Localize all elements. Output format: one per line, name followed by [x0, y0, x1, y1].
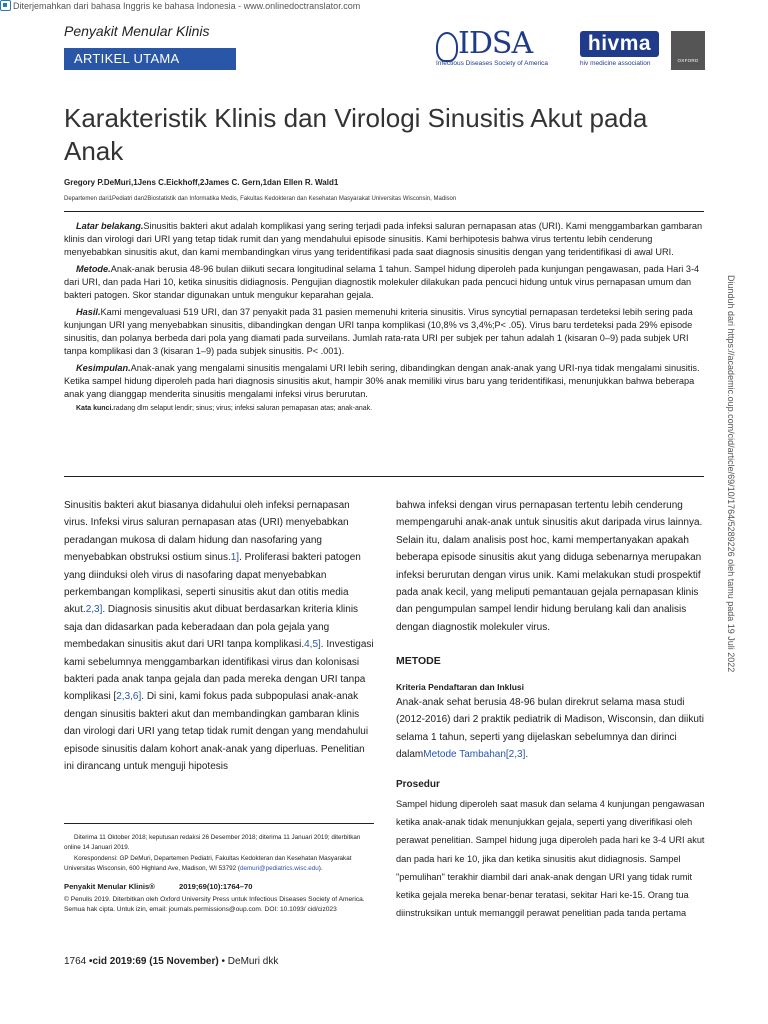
author-list: Gregory P.DeMuri,1Jens C.Eickhoff,2James C. Gern,1dan Ellen R. Wald1: [64, 178, 339, 187]
correspondence-end: ).: [318, 864, 323, 872]
citation-link[interactable]: 1]: [230, 552, 240, 564]
abstract-top-rule: [64, 211, 704, 212]
enrollment-section: [396, 694, 708, 764]
page-number: 1764: [64, 956, 87, 967]
intro-text-d: . Investigasi kami sebelumnya menggambarkan identifikasi virus dan kolonisasi bakteri pada anak tanpa gejala dan pada mereka dengan URI tanpa komplikasi [: [64, 639, 374, 703]
methods-heading: METODE: [396, 655, 441, 667]
footnote-rule: [64, 823, 374, 824]
idsa-logo: [436, 26, 572, 70]
publication-line: [64, 882, 376, 891]
publication-citation: 2019;69(10):1764–70: [178, 882, 253, 891]
translation-banner: [0, 0, 360, 11]
article-title: Karakteristik Klinis dan Virologi Sinusitis Akut pada Anak: [64, 103, 648, 166]
abstract-bottom-rule: [64, 476, 704, 477]
abstract: [64, 220, 708, 412]
procedure-paragraph: Sampel hidung diperoleh saat masuk dan selama 4 kunjungan pengawasan ketika anak-anak tidak menunjukkan gejala, seperti yang diverifikasi oleh perawat penelitian. Sampel hidung juga diperoleh pada hari ke 3-4 URI akut dan pada hari ke 10, jika dan ketika sinusitis akut didiagnosis. Sampel "pemulihan" terakhir diambil dari anak-anak dengan URI yang tidak rumit ketika gejala mereka benar-benar teratasi, sekitar Hari ke-15. Orang tua diinstruksikan untuk memanggil perawat penelitian pada tanda pertama: [396, 799, 705, 919]
translate-icon: [0, 0, 11, 11]
oxford-logo: [671, 31, 705, 70]
intro-continued-paragraph: bahwa infeksi dengan virus pernapasan tertentu lebih cenderung mempengaruhi anak-anak untuk sinusitis akut daripada virus lainnya. Selain itu, dalam analisis post hoc, kami mempertanyakan apakah beberapa episode sinusitis akut yang diduga sebenarnya merupakan infeksi berurutan dengan virus unik. Kami melakukan studi prospektif pada anak kecil, yang meliputi pemantauan gejala pernapasan klinis dan pengumpulan sampel lendir hidung berulang kali dan analisis dengan diagnostik molekuler virus.: [396, 500, 703, 633]
abstract-methods: [64, 263, 708, 302]
hivma-logo-subtitle: hiv medicine association: [580, 60, 651, 67]
keywords-text: radang dlm selaput lendir; sinus; virus; infeksi saluran pernapasan atas; anak-anak.: [113, 405, 373, 412]
download-side-note-text: Diunduh dari https://academic.oup.com/cid/article/69/10/1764/5289226 oleh tamu pada 19 Juli 2022: [726, 275, 736, 673]
citation-link[interactable]: 2,3,6]: [116, 691, 142, 703]
abstract-background-label: Latar belakang.: [76, 221, 144, 231]
intro-text-c: . Diagnosis sinusitis akut dibuat berdasarkan kriteria klinis saja dan didasarkan pada keberadaan dan pola gejala yang membedakan sinusitis akut dari URI tanpa komplikasi.: [64, 604, 359, 651]
citation-link[interactable]: 4,5]: [304, 639, 321, 651]
footnotes: [64, 833, 376, 875]
affiliations: Departemen dari1Pediatri dan2Biostatistik dan Informatika Medis, Fakultas Kedokteran dan Kesehatan Masyarakat Universitas Wisconsin, Madison: [64, 196, 457, 202]
citation-link[interactable]: [2,3]: [505, 749, 526, 761]
footer-citation: •cid 2019:69 (15 November): [89, 956, 219, 967]
copyright: © Penulis 2019. Diterbitkan oleh Oxford University Press untuk Infectious Diseases Society of America. Semua hak cipta. Untuk izin, email: journals.permissions@oup.com. DOI: 10.1093/ cid/ciz023: [64, 896, 365, 913]
enrollment-text-end: .: [525, 749, 529, 761]
keywords: [76, 405, 708, 412]
intro-paragraph: [64, 497, 376, 776]
abstract-background-text: Sinusitis bakteri akut adalah komplikasi yang sering terjadi pada infeksi saluran pernapasan atas (URI). Kami menggambarkan gambaran klinis dan virologi dari URI yang tetap tidak rumit dan yang mendahului episode sinusitis. Kami berhipotesis bahwa virus tertentu lebih cenderung menyebabkan sinusitis akut, dan kami membandingkan virus yang teridentifikasi pada saat diagnosis sinusitis dengan yang teridentifikasi di awal URI.: [64, 221, 703, 257]
abstract-methods-text: Anak-anak berusia 48-96 bulan diikuti secara longitudinal selama 1 tahun. Sampel hidung diperoleh pada kunjungan pengawasan, pada Hari 3-4 dari URI, dan pada Hari 10, ketika sinusitis didiagnosis. Pengujian diagnostik molekuler dilakukan pada pencuci hidung untuk virus pernapasan umum dan bakteri patogen. Skor standar digunakan untuk mengukur keparahan gejala.: [64, 264, 700, 300]
idsa-emblem-icon: [436, 32, 458, 62]
journal-name: Penyakit Menular Klinis: [64, 23, 210, 39]
section-tag: ARTIKEL UTAMA: [64, 48, 236, 70]
citation-link[interactable]: 2,3]: [85, 604, 103, 616]
idsa-logo-text: IDSA: [458, 26, 533, 61]
abstract-background: [64, 220, 708, 259]
abstract-conclusion-label: Kesimpulan.: [76, 363, 131, 373]
keywords-label: Kata kunci.: [76, 405, 114, 412]
abstract-conclusion: [64, 362, 708, 401]
hivma-logo: hivma: [580, 31, 659, 57]
body-left-column: [64, 497, 376, 776]
abstract-methods-label: Metode.: [76, 264, 111, 274]
enrollment-text: Anak-anak sehat berusia 48-96 bulan direkrut selama masa studi (2012-2016) dari 2 praktik pediatrik di Madison, Wisconsin, dan diikuti selama 1 tahun, seperti yang dijelaskan sebelumnya dan dirinci dalam: [396, 697, 704, 761]
intro-text-b: . Proliferasi bakteri patogen yang diinduksi oleh virus di nasofaring dapat menyebabkan perkembangan komplikasi, seperti sinusitis akut dan otitis media akut.: [64, 552, 361, 616]
publication-journal: Penyakit Menular Klinis®: [64, 882, 155, 891]
procedure-heading: Prosedur: [396, 779, 440, 790]
abstract-conclusion-text: Anak-anak yang mengalami sinusitis mengalami URI lebih sering, dibandingkan dengan anak-anak yang URI-nya tidak mengalami sinusitis. Ketika sampel hidung diperoleh pada hari diagnosis sinusitis akut, hampir 30% anak memiliki virus baru yang teridentifikasi, menunjukkan bahwa beberapa anak yang dianggap menderita sinusitis mengalami infeksi virus berurutan.: [64, 363, 700, 399]
intro-text-e: . Di sini, kami fokus pada subpopulasi anak-anak dengan sinusitis bakteri akut dan membandingkan gambaran klinis dan virologi dari URI yang tetap tidak rumit dengan yang mendahului episode sinusitis dalam kohort anak-anak yang diperluas. Penelitian ini dirancang untuk menguji hipotesis: [64, 691, 369, 773]
abstract-results-text: Kami mengevaluasi 519 URI, dan 37 penyakit pada 31 pasien memenuhi kriteria sinusitis. Virus syncytial pernapasan terdeteksi lebih sering pada kunjungan URI yang menyebabkan sinusitis, dibandingkan dengan URI tanpa komplikasi (10,8% vs 3,4%;P< .05). Virus baru terdeteksi pada 29% episode sinusitis, dan polanya berbeda dari pola yang diamati pada surveilans. Jumlah rata-rata URI per subjek per tahun adalah 1 (kisaran 0–9) pada subjek URI tanpa komplikasi dan 3 (kisaran 1–9) pada subjek sinusitis. P< .001).: [64, 307, 693, 356]
correspondence: [64, 854, 376, 873]
intro-text-a: Sinusitis bakteri akut biasanya didahului oleh infeksi pernapasan virus. Infeksi virus saluran pernapasan atas (URI) menyebabkan peradangan mukosa di dalam hidung dan nasofaring yang menyebabkan obstruksi ostium sinus.: [64, 500, 350, 564]
enrollment-heading: Kriteria Pendaftaran dan Inklusi: [396, 682, 525, 692]
oxford-logo-text: OXFORD: [677, 58, 699, 63]
correspondence-email[interactable]: demuri@pediatrics.wisc.edu: [239, 864, 319, 872]
enrollment-paragraph: [396, 694, 708, 764]
abstract-results: [64, 306, 708, 358]
idsa-logo-subtitle: Infectious Diseases Society of America: [436, 60, 548, 67]
procedure-section: [396, 795, 708, 922]
page-footer: [64, 956, 278, 967]
body-right-column-intro: [396, 497, 708, 636]
received-dates: Diterima 11 Oktober 2018; keputusan redaksi 26 Desember 2018; diterima 11 Januari 2019; diterbitkan online 14 Januari 2019.: [64, 834, 361, 851]
supplementary-methods-link[interactable]: Metode Tambahan: [423, 749, 506, 761]
correspondence-text: Korespondensi: GP DeMuri, Departemen Pediatri, Fakultas Kedokteran dan Kesehatan Masyarakat Universitas Wisconsin, 600 Highland Ave, Madison, WI 53792 (: [64, 855, 352, 872]
abstract-results-label: Hasil.: [76, 307, 101, 317]
translation-banner-link[interactable]: Diterjemahkan dari bahasa Inggris ke bahasa Indonesia - www.onlinedoctranslator.com: [13, 0, 361, 11]
footer-author: • DeMuri dkk: [221, 956, 279, 967]
